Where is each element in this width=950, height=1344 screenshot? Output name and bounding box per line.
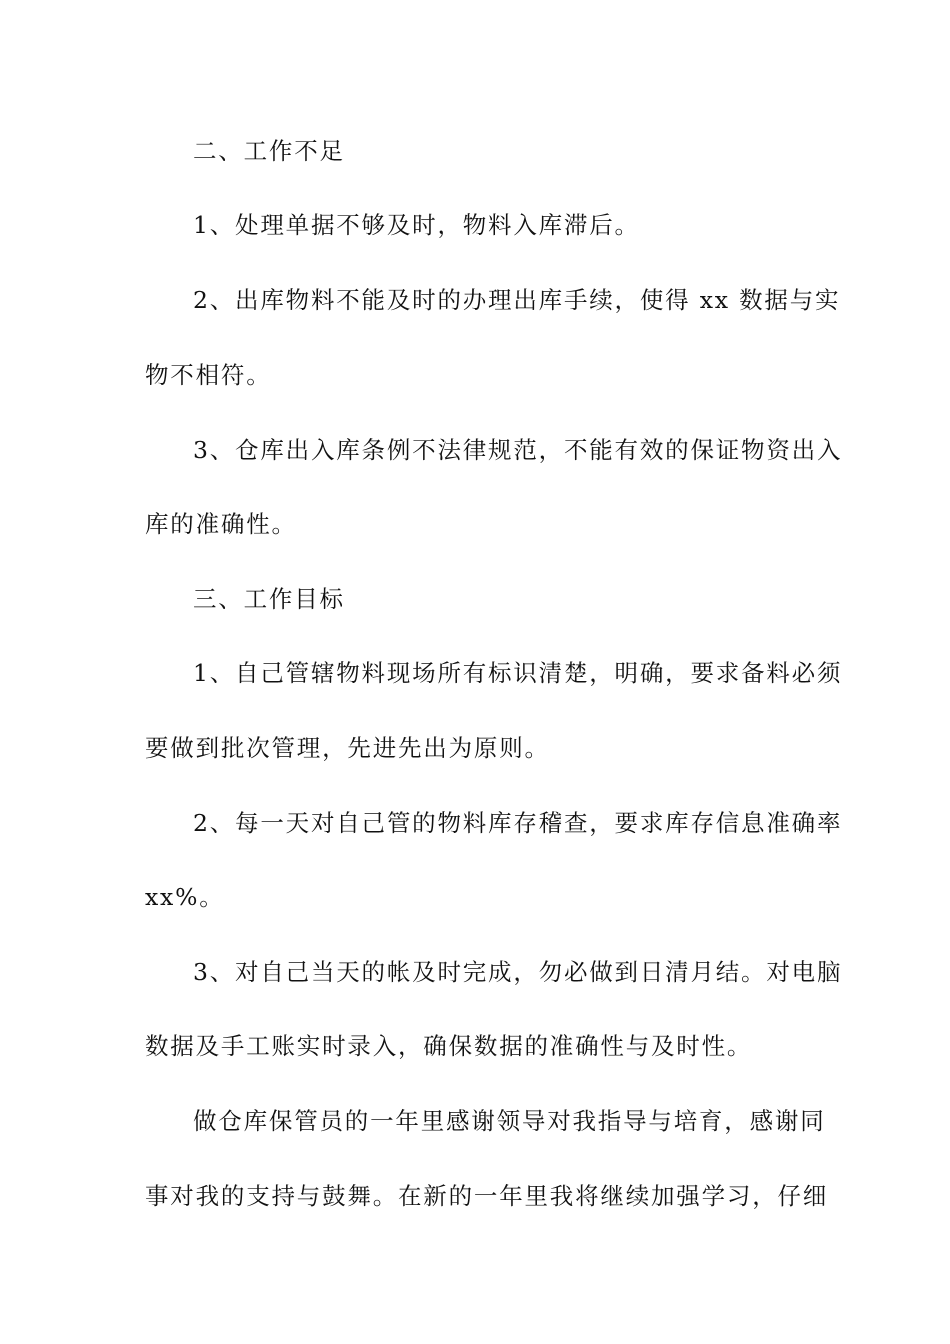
paragraph-line: 数据及手工账实时录入，确保数据的准确性与及时性。: [145, 1032, 753, 1060]
section-heading-shortcomings: 二、工作不足: [193, 137, 345, 165]
paragraph-line: 物不相符。: [145, 361, 272, 389]
paragraph-line: 事对我的支持与鼓舞。在新的一年里我将继续加强学习，仔细: [145, 1182, 829, 1210]
paragraph-line: 做仓库保管员的一年里感谢领导对我指导与培育，感谢同: [193, 1107, 826, 1135]
paragraph-line: 1、自己管辖物料现场所有标识清楚，明确，要求备料必须: [193, 659, 843, 687]
paragraph-line: xx%。: [145, 883, 225, 911]
paragraph-line: 2、每一天对自己管的物料库存稽查，要求库存信息准确率: [193, 809, 843, 837]
paragraph-line: 库的准确性。: [145, 510, 297, 538]
paragraph-line: 1、处理单据不够及时，物料入库滞后。: [193, 211, 640, 239]
paragraph-line: 3、对自己当天的帐及时完成，勿必做到日清月结。对电脑: [193, 958, 843, 986]
paragraph-line: 2、出库物料不能及时的办理出库手续，使得 xx 数据与实: [193, 286, 841, 314]
section-heading-goals: 三、工作目标: [193, 585, 345, 613]
paragraph-line: 要做到批次管理，先进先出为原则。: [145, 734, 550, 762]
paragraph-line: 3、仓库出入库条例不法律规范，不能有效的保证物资出入: [193, 436, 843, 464]
